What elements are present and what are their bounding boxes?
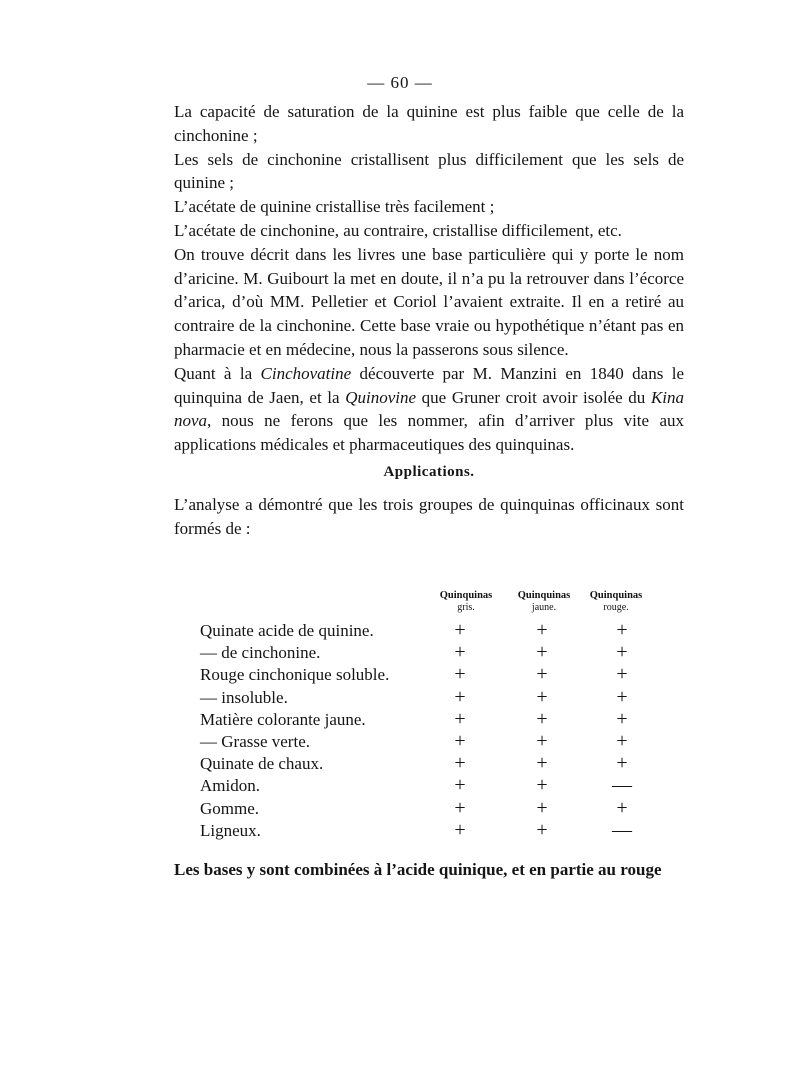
- italic-term: Quinovine: [345, 387, 417, 407]
- row-label: Matière colorante jaune.: [200, 709, 366, 729]
- table-row: [200, 731, 680, 753]
- paragraph: Les sels de cinchonine cristallisent plus difficilement que les sels de quinine ;: [174, 149, 684, 193]
- column-header-sub: jaune.: [531, 602, 557, 613]
- table-cell-mark: +: [616, 729, 628, 752]
- column-header-name: Quinquinas: [439, 590, 493, 601]
- paragraph: La capacité de saturation de la quinine est plus faible que celle de la cinchonine ;: [174, 102, 684, 145]
- table-cell-mark: +: [454, 685, 466, 708]
- column-header-name: Quinquinas: [517, 590, 571, 601]
- table-header: [200, 590, 680, 620]
- table-cell-mark: +: [616, 752, 628, 775]
- table-row: [200, 642, 680, 664]
- table-cell-mark: +: [536, 619, 548, 641]
- italic-term: Kina nova: [174, 387, 684, 431]
- table-row: [200, 709, 680, 731]
- table-cell-mark: +: [454, 796, 466, 819]
- table-cell-mark: +: [616, 663, 628, 686]
- composition-table: [200, 590, 680, 842]
- table-row: [200, 687, 680, 709]
- paragraph: On trouve décrit dans les livres une base particulière qui y porte le nom d’aricine. M. Guibourt la met en doute, il n’a pu la retrouver dans l’écorce d’arica, d’où MM. Pelletier et Coriol l’avaient extraite. Il en a retiré au contraire de la cinchonine. Cette base vraie ou hypothétique n’étant pas en pharmacie et en médecine, nous la passerons sous silence.: [174, 244, 684, 359]
- text-run: , nous ne ferons que les nommer, afin d’arriver plus vite aux applications médicales et pharmaceutiques des quinquinas.: [174, 411, 684, 455]
- column-header-sub: rouge.: [603, 602, 629, 613]
- table-cell-mark: +: [454, 663, 466, 686]
- table-cell-mark: +: [616, 685, 628, 708]
- row-label: Amidon.: [200, 776, 260, 796]
- column-header-name: Quinquinas: [589, 590, 643, 601]
- table-cell-mark: +: [536, 752, 548, 775]
- paragraph: L’acétate de cinchonine, au contraire, cristallise difficilement, etc.: [174, 220, 622, 240]
- column-header-sub: gris.: [457, 602, 475, 613]
- table-cell-mark: +: [536, 685, 548, 708]
- table-row: [200, 775, 680, 797]
- page-number: — 60 —: [367, 73, 433, 92]
- row-label: — de cinchonine.: [200, 643, 321, 663]
- row-label: — Grasse verte.: [200, 731, 310, 751]
- table-cell-mark: +: [454, 641, 466, 664]
- table-cell-mark: +: [536, 774, 548, 797]
- section-heading: Applications.: [383, 463, 475, 480]
- closing-line: Les bases y sont combinées à l’acide quinique, et en partie au rouge: [174, 860, 662, 879]
- row-label: Quinate de chaux.: [200, 754, 324, 774]
- table-cell-mark: +: [454, 729, 466, 752]
- text-run: Quant à la: [174, 363, 261, 383]
- table-cell-mark: +: [536, 641, 548, 664]
- table-cell-mark: +: [536, 796, 548, 819]
- table-cell-mark: +: [454, 818, 466, 841]
- table-cell-mark: +: [454, 707, 466, 730]
- table-row: [200, 798, 680, 820]
- body-text: [174, 100, 684, 540]
- table-cell-mark: —: [612, 774, 632, 797]
- column-header: [426, 590, 506, 614]
- column-header: [576, 590, 656, 614]
- table-cell-mark: +: [616, 641, 628, 664]
- italic-term: Cinchovatine: [260, 363, 352, 383]
- column-header: [504, 590, 584, 614]
- paragraph: [174, 362, 684, 457]
- table-row: [200, 753, 680, 775]
- table-cell-mark: +: [616, 796, 628, 819]
- table-cell-mark: +: [454, 619, 466, 641]
- row-label: Quinate acide de quinine.: [200, 621, 374, 640]
- paragraph: L’analyse a démontré que les trois groupes de quinquinas officinaux sont formés de :: [174, 494, 684, 538]
- table-cell-mark: +: [536, 818, 548, 841]
- table-body: [200, 620, 680, 842]
- row-label: Gomme.: [200, 798, 260, 818]
- table-row: [200, 664, 680, 686]
- text-run: que Gruner croit avoir isolée du: [416, 387, 651, 407]
- table-cell-mark: +: [536, 729, 548, 752]
- table-cell-mark: +: [536, 707, 548, 730]
- text-run: découverte par M. Manzini en 1840 dans le quinquina de Jaen, et la: [174, 363, 684, 407]
- table-cell-mark: +: [616, 707, 628, 730]
- row-label: Ligneux.: [200, 820, 261, 840]
- table-row: [200, 620, 680, 642]
- row-label: — insoluble.: [200, 687, 288, 707]
- table-cell-mark: +: [454, 752, 466, 775]
- table-cell-mark: +: [616, 619, 628, 641]
- paragraph: L’acétate de quinine cristallise très facilement ;: [174, 197, 495, 217]
- row-label: Rouge cinchonique soluble.: [200, 665, 390, 685]
- table-cell-mark: —: [612, 818, 632, 841]
- table-cell-mark: +: [536, 663, 548, 686]
- table-cell-mark: +: [454, 774, 466, 797]
- table-row: [200, 820, 680, 842]
